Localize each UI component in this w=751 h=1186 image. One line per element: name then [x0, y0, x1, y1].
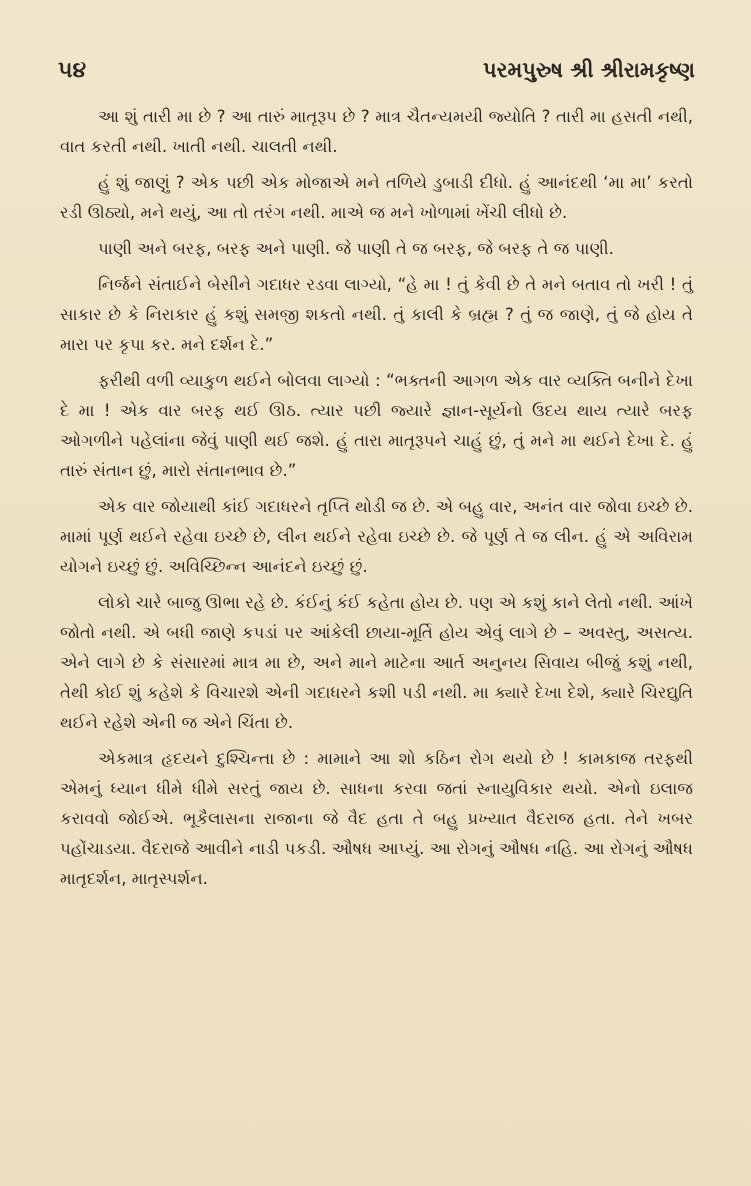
paragraph: આ શું તારી મા છે ? આ તારું માતૃરૂપ છે ? માત્ર ચૈતન્યમયી જ્યોતિ ? તારી મા હસતી નથી, વાત કરતી નથી. ખાતી નથી. ચાલતી નથી. — [60, 107, 693, 156]
paragraph: એકમાત્ર હૃદયને દુશ્ચિન્તા છે : મામાને આ શો કઠિન રોગ થયો છે ! કામકાજ તરફથી એમનું ધ્યાન ધીમે ધીમે સરતું જાય છે. સાધના કરવા જતાં સ્નાયુવિકાર થયો. એનો ઇલાજ કરાવવો જોઈએ. ભૂકૈલાસના રાજાના જે વૈદ હતા તે બહુ પ્રખ્યાત વૈદરાજ હતા. તેને ખબર પહોંચાડયા. વૈદરાજે આવીને નાડી પકડી. ઔષધ આપ્યું. આ રોગનું ઔષધ નહિ. આ રોગનું ઔષધ માતૃદર્શન, માતૃસ્પર્શન. — [60, 749, 693, 888]
paragraph: પાણી અને બરફ, બરફ અને પાણી. જે પાણી તે જ બરફ, જે બરફ તે જ પાણી. — [98, 239, 614, 258]
paragraph: લોકો ચારે બાજુ ઊભા રહે છે. કંઈનું કંઈ કહેતા હોય છે. પણ એ કશું કાને લેતો નથી. આંખે જોતો નથી. એ બધી જાણે કપડાં પર આંકેલી છાયા-મૂર્તિ હોય એવું લાગે છે – અવસ્તુ, અસત્ય. એને લાગે છે કે સંસારમાં માત્ર મા છે, અને માને માટેના આર્ત અનુનય સિવાય બીજું કશું નથી, તેથી કોઈ શું કહેશે કે વિચારશે એની ગદાધરને કશી પડી નથી. મા ક્યારે દેખા દેશે, ક્યારે ચિરદ્યુતિ થઈને રહેશે એની જ એને ચિંતા છે. — [60, 593, 693, 732]
page-number: ૫૪ — [58, 57, 87, 83]
paragraph: ફરીથી વળી વ્યાકુળ થઈને બોલવા લાગ્યો : “ભક્તની આગળ એક વાર વ્યક્તિ બનીને દેખા દે મા ! એક વાર બરફ થઈ ઊઠ. ત્યાર પછી જ્યારે જ્ઞાન-સૂર્યનો ઉદય થાય ત્યારે બરફ ઓગળીને પહેલાંના જેવું પાણી થઈ જશે. હું તારા માતૃરૂપને ચાહું છું, તું મને મા થઈને દેખા દે. હું તારું સંતાન છું, મારો સંતાનભાવ છે.” — [60, 371, 693, 480]
body-text — [60, 102, 693, 900]
paragraph: હું શું જાણું ? એક પછી એક મોજાએ મને તળિયે ડુબાડી દીધો. હું આનંદથી ‘મા મા’ કરતો રડી ઊઠ્યો, મને થયું, આ તો તરંગ નથી. માએ જ મને ખોળામાં ખેંચી લીધો છે. — [60, 173, 693, 222]
running-title: પરમપુરુષ શ્રી શ્રીરામકૃષ્ણ — [482, 57, 695, 82]
paragraph: નિર્જને સંતાઈને બેસીને ગદાધર રડવા લાગ્યો, “હે મા ! તું કેવી છે તે મને બતાવ તો ખરી ! તું સાકાર છે કે નિરાકાર હું કશું સમજી શકતો નથી. તું કાલી કે બ્રહ્મ ? તું જ જાણે, તું જે હોય તે મારા પર કૃપા કર. મને દર્શન દે.” — [60, 275, 693, 354]
page-header — [58, 50, 695, 90]
paragraph: એક વાર જોયાથી કાંઈ ગદાધરને તૃપ્તિ થોડી જ છે. એ બહુ વાર, અનંત વાર જોવા ઇચ્છે છે. મામાં પૂર્ણ થઈને રહેવા ઇચ્છે છે, લીન થઈને રહેવા ઇચ્છે છે. જે પૂર્ણ તે જ લીન. હું એ અવિરામ યોગને ઇચ્છું છું. અવિચ્છિન્ન આનંદને ઇચ્છું છું. — [60, 497, 693, 576]
